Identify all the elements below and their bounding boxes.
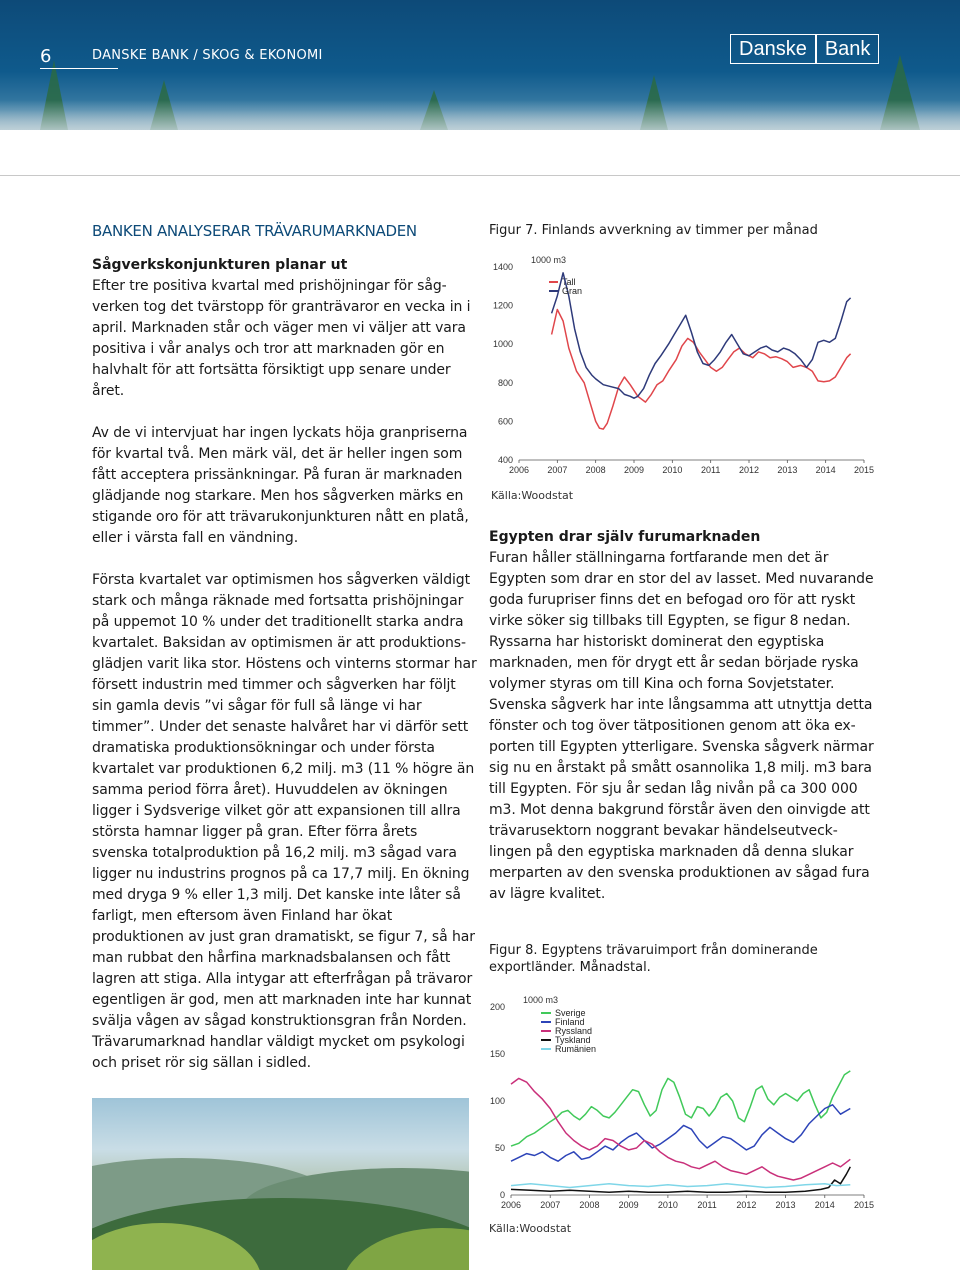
figure-8-xtick-label: 2007 (540, 1200, 561, 1210)
figure-7-series-gran (552, 273, 851, 398)
figure-7-xtick-label: 2012 (738, 465, 760, 475)
figure-8-xtick-label: 2015 (853, 1200, 875, 1210)
header-banner (0, 0, 960, 130)
figure-8-xtick-label: 2008 (579, 1200, 600, 1210)
figure-7-xtick-label: 2008 (585, 465, 606, 475)
figure-7-ytick-label: 1200 (492, 300, 513, 311)
publication-title: DANSKE BANK / SKOG & EKONOMI (92, 48, 323, 63)
figure-8-ytick-label: 200 (489, 1002, 505, 1012)
figure-7-xtick-label: 2015 (853, 465, 875, 475)
figure-8-ytick-label: 0 (499, 1190, 505, 1200)
figure-7-legend-label-gran: Gran (562, 286, 583, 296)
figure-7-xtick-label: 2013 (777, 465, 798, 475)
figure-7-series-tall (552, 310, 851, 430)
section-heading: BANKEN ANALYSERAR TRÄVARUMARKNADEN (92, 222, 417, 240)
figure-8-source: Källa:Woodstat (489, 1222, 572, 1235)
figure-8-legend-label-rumänien: Rumänien (555, 1044, 597, 1054)
figure-8-xtick-label: 2009 (618, 1200, 639, 1210)
left-paragraph-1: Efter tre positiva kvartal med prishöjningar för sågverken tog det tvärstopp för granträvaror en vecka in i april. Marknaden står och väger men vi väljer att vara positiva i vår analys och tror att marknaden gör en halvhalt för att fortsätta försiktigt upp senare under året. (92, 278, 471, 399)
header-underline (40, 68, 118, 69)
figure-8-xtick-label: 2010 (657, 1200, 678, 1210)
figure-7-xtick-label: 2010 (662, 465, 683, 475)
figure-7-ytick-label: 800 (497, 377, 513, 388)
figure-8-caption: Figur 8. Egyptens trävaruimport från dominerande exportländer. Månadstal. (489, 943, 818, 975)
left-paragraph-2: Av de vi intervjuat har ingen lyckats höja granpriserna för kvartal två. Men märk väl, det är heller ingen som fått acceptera prissänkningar. På furan är marknaden glädjande nog starkare. Men hos sågverken märks en stigande oro för att trävarukonjunkturen nått en platå, eller i värsta fall en vändning. (92, 425, 469, 546)
figure-7-xtick-label: 2006 (508, 465, 530, 475)
page-number: 6 (40, 46, 52, 67)
figure-7-xtick-label: 2007 (547, 465, 568, 475)
figure-8-legend-label-tyskland: Tyskland (555, 1035, 591, 1045)
figure-8-xtick-label: 2006 (500, 1200, 522, 1210)
figure-8-ytick-label: 50 (494, 1143, 505, 1153)
right-column (489, 527, 874, 926)
figure-8-series-sverige (511, 1071, 850, 1146)
figure-8-chart (489, 982, 884, 1214)
figure-7-caption: Figur 7. Finlands avverkning av timmer per månad (489, 223, 818, 238)
left-column-heading: Sågverkskonjunkturen planar ut (92, 257, 348, 273)
figure-7-source: Källa:Woodstat (491, 489, 574, 502)
left-paragraph-3: Första kvartalet var optimismen hos sågverken väldigt stark och många räknade med fortsatta prishöjningar på uppemot 10 % under det traditionellt starka andra kvartalet. Baksidan av optimismen är att produktionsglädjen varit lika stor. Höstens och vinterns stormar har försett industrin med timmer och sågverken har följt sin gamla devis ”vi sågar för full så länge vi har timmer”. Under det senaste halvåret har vi därför sett dramatiska produktionsökningar och under första kvartalet var produktionen 6,2 milj. m3 (11 % högre än samma period förra året). Huvuddelen av ökningen ligger i Sydsverige vilket gör att expansionen till allra största hamnar ligger på gran. Efter förra årets svenska totalproduktion på 16,2 milj. m3 sågad vara ligger nu industrins prognos på ca 17,7 milj. En ökning med dryga 9 % eller 1,3 milj. Det kanske inte låter så farligt, men eftersom även Finland har ökat produktionen av just gran dramatiskt, se figur 7, så har man rubbat den hårfina marknadsbalansen och fått lagren att stiga. Alla intygar att efterfrågan på trävaror egentligen är god, men att marknaden inte har kunnat svälja vågen av sågad konstruktionsgran från Norden. Trävarumarknad handlar väldigt mycket om psykologi och priset rör sig sällan i sidled. (92, 572, 477, 1071)
figure-7-xtick-label: 2011 (700, 465, 721, 475)
figure-7-ytick-label: 400 (497, 455, 513, 465)
figure-8-ytick-label: 100 (489, 1096, 505, 1106)
left-column (92, 255, 477, 1095)
right-paragraph: Furan håller ställningarna fortfarande men det är Egypten som drar en stor del av lasset. Med nuvarande goda furupriser finns det en befogad oro för att ryskt virke söker sig tillbaks till Egypten, se figur 8 nedan. Ryssarna har historiskt dominerat den egyptiska marknaden, men för drygt ett år sedan började ryska volymer styras om till Kina och forna Sovjetstater. Svenska sågverk har inte långsamma att utnyttja detta fönster och tog över tätpositionen genom att öka exporten till Egypten ytterligare. Svenska sågverk närmar sig nu en årstakt på smått osannolika 1,8 milj. m3 bara till Egypten. För sju år sedan låg nivån på ca 300 000 m3. Mot denna bakgrund förstår även den oinvigde att trävarusektorn noggrant bevakar händelseutvecklingen på den egyptiska marknaden då denna slukar merparten av den svenska produktionen av sågad fura av lägre kvalitet. (489, 550, 874, 902)
figure-7-ytick-label: 1000 (492, 339, 513, 350)
right-column-heading: Egypten drar själv furumarknaden (489, 529, 761, 545)
figure-8-xtick-label: 2012 (736, 1200, 757, 1210)
figure-7-ytick-label: 600 (497, 416, 513, 427)
figure-7-unit-label: 1000 m3 (531, 255, 567, 265)
forest-landscape-photo (92, 1098, 469, 1270)
figure-8-legend-label-ryssland: Ryssland (555, 1026, 593, 1036)
figure-7-ytick-label: 1400 (492, 262, 513, 272)
figure-7-chart (489, 248, 884, 483)
figure-8-legend-label-sverige: Sverige (555, 1008, 586, 1018)
logo-word-right: Bank (824, 38, 871, 60)
danske-bank-logo (730, 34, 879, 64)
logo-word-left: Danske (739, 38, 807, 60)
figure-8-legend-label-finland: Finland (555, 1017, 585, 1027)
top-divider (0, 175, 960, 176)
figure-7-xtick-label: 2014 (815, 465, 836, 475)
figure-8-xtick-label: 2011 (697, 1200, 717, 1210)
figure-8-xtick-label: 2014 (814, 1200, 835, 1210)
figure-8-series-tyskland (511, 1167, 850, 1192)
figure-8-unit-label: 1000 m3 (523, 995, 559, 1005)
figure-7-xtick-label: 2009 (623, 465, 645, 475)
figure-8-xtick-label: 2013 (775, 1200, 796, 1210)
figure-7-legend-label-tall: Tall (562, 277, 576, 287)
figure-8-series-rumänien (511, 1184, 850, 1188)
figure-8-ytick-label: 150 (489, 1049, 505, 1059)
